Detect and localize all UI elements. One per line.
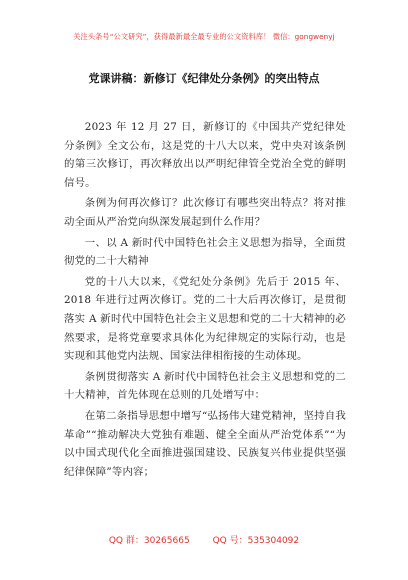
footer-contact [0,533,408,546]
document-body [64,118,346,483]
footer-qq-group: QQ 群：30265665 [108,536,190,546]
header-promo-note: 关注头条号“公文研究”，获得最新最全最专业的公文资料库！ 微信：gongwenyj [73,32,335,41]
paragraph: 条例贯彻落实 A 新时代中国特色社会主义思想和党的二十大精神，首先体现在总则的几处增写中： [64,370,346,402]
section-heading: 一、以 A 新时代中国特色社会主义思想为指导，全面贯彻党的二十大精神 [64,236,346,268]
paragraph: 在第二条指导思想中增写“弘扬伟大建党精神，坚持自我革命”“推动解决大党独有难题、健全全面从严治党体系”“为以中国式现代化全面推进强国建设、民族复兴伟业提供坚强纪律保障”等内容； [64,409,346,478]
paragraph: 条例为何再次修订？此次修订有哪些突出特点？将对推动全面从严治党向纵深发展起到什么作用？ [64,197,346,228]
document-title: 党课讲稿：新修订《纪律处分条例》的突出特点 [88,72,320,85]
footer-qq-number: QQ 号：535304092 [212,536,300,546]
paragraph: 2023 年 12 月 27 日，新修订的《中国共产党纪律处分条例》全文公布，这是党的十八大以来，党中央对该条例的第三次修订，再次释放出以严明纪律管全党治全党的鲜明信号。 [64,121,346,189]
paragraph: 党的十八大以来，《党纪处分条例》先后于 2015 年、2018 年进行过两次修订。党的二十大后再次修订，是贯彻落实 A 新时代中国特色社会主义思想和党的二十大精神的必然要求，是将党章要求具体化为纪律规定的实际行动，也是实现和其他党内法规、国家法律相衔接的生动体现。 [64,275,346,363]
